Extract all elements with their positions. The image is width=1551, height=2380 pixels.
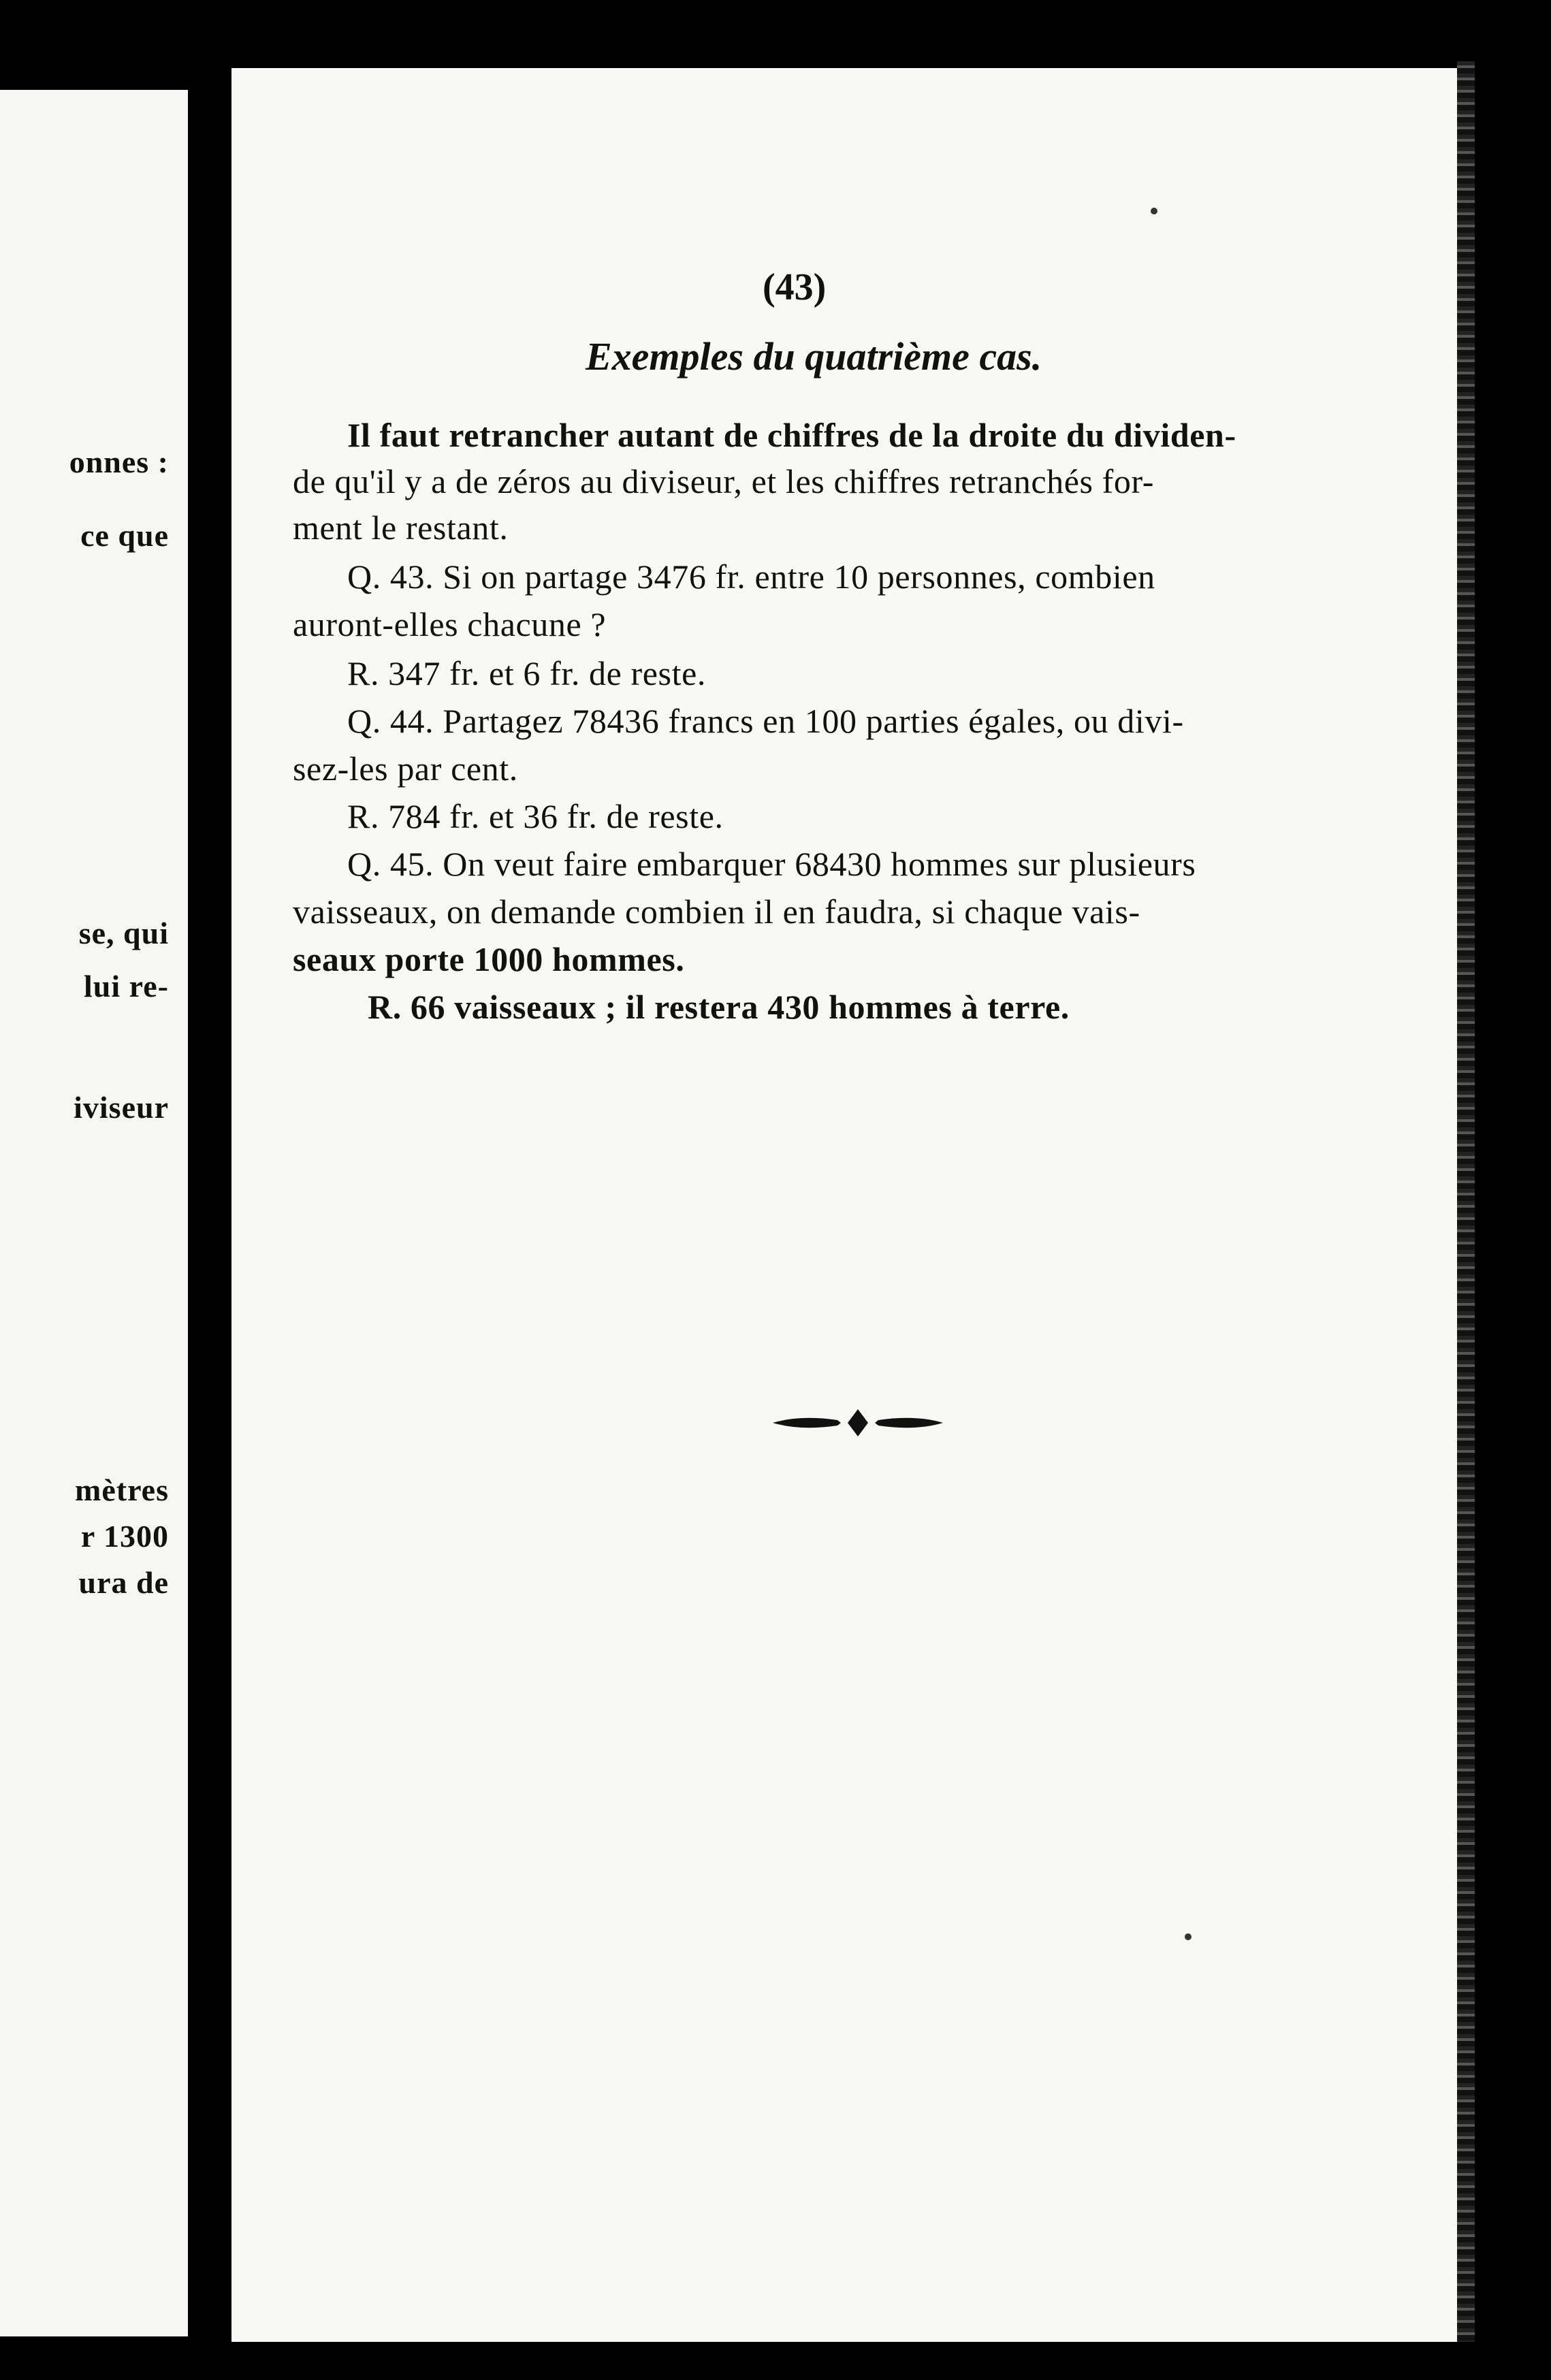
print-speck: [1151, 208, 1157, 214]
text-line: de qu'il y a de zéros au diviseur, et les chiffres retranchés for-: [293, 462, 1155, 500]
left-text-fragment: r 1300: [80, 1519, 169, 1554]
text-line: Il faut retrancher autant de chiffres de la droite du dividen-: [347, 416, 1236, 454]
text-line: auront-elles chacune ?: [293, 605, 607, 643]
text-line: vaisseaux, on demande combien il en faudra, si chaque vais-: [293, 892, 1140, 931]
left-text-fragment: ura de: [78, 1565, 169, 1600]
text-line: R. 784 fr. et 36 fr. de reste.: [347, 797, 724, 835]
text-line: sez-les par cent.: [293, 750, 518, 788]
left-text-fragment: onnes :: [69, 445, 169, 479]
text-line: ment le restant.: [293, 509, 509, 547]
ornament-icon: [773, 1402, 943, 1443]
text-line: seaux porte 1000 hommes.: [293, 940, 685, 978]
text-line: Q. 44. Partagez 78436 francs en 100 parties égales, ou divi-: [347, 702, 1184, 740]
text-line: R. 347 fr. et 6 fr. de reste.: [347, 654, 706, 692]
page-edge: [1457, 61, 1475, 2342]
left-text-fragment: mètres: [75, 1473, 169, 1507]
left-text-fragment: se, qui: [78, 916, 169, 950]
text-line: R. 66 vaisseaux ; il restera 430 hommes à terre.: [368, 988, 1070, 1026]
left-text-fragment: lui re-: [84, 969, 169, 1003]
text-line: Q. 43. Si on partage 3476 fr. entre 10 personnes, combien: [347, 558, 1155, 596]
text-line: Q. 45. On veut faire embarquer 68430 hommes sur plusieurs: [347, 845, 1196, 883]
page-number: (43): [763, 266, 827, 308]
left-text-fragment: ce que: [80, 518, 169, 553]
left-page-fragment: [0, 90, 188, 2336]
right-page: [231, 68, 1457, 2342]
print-speck: [1185, 1933, 1192, 1940]
left-text-fragment: iviseur: [74, 1090, 169, 1125]
section-title: Exemples du quatrième cas.: [586, 334, 1042, 379]
